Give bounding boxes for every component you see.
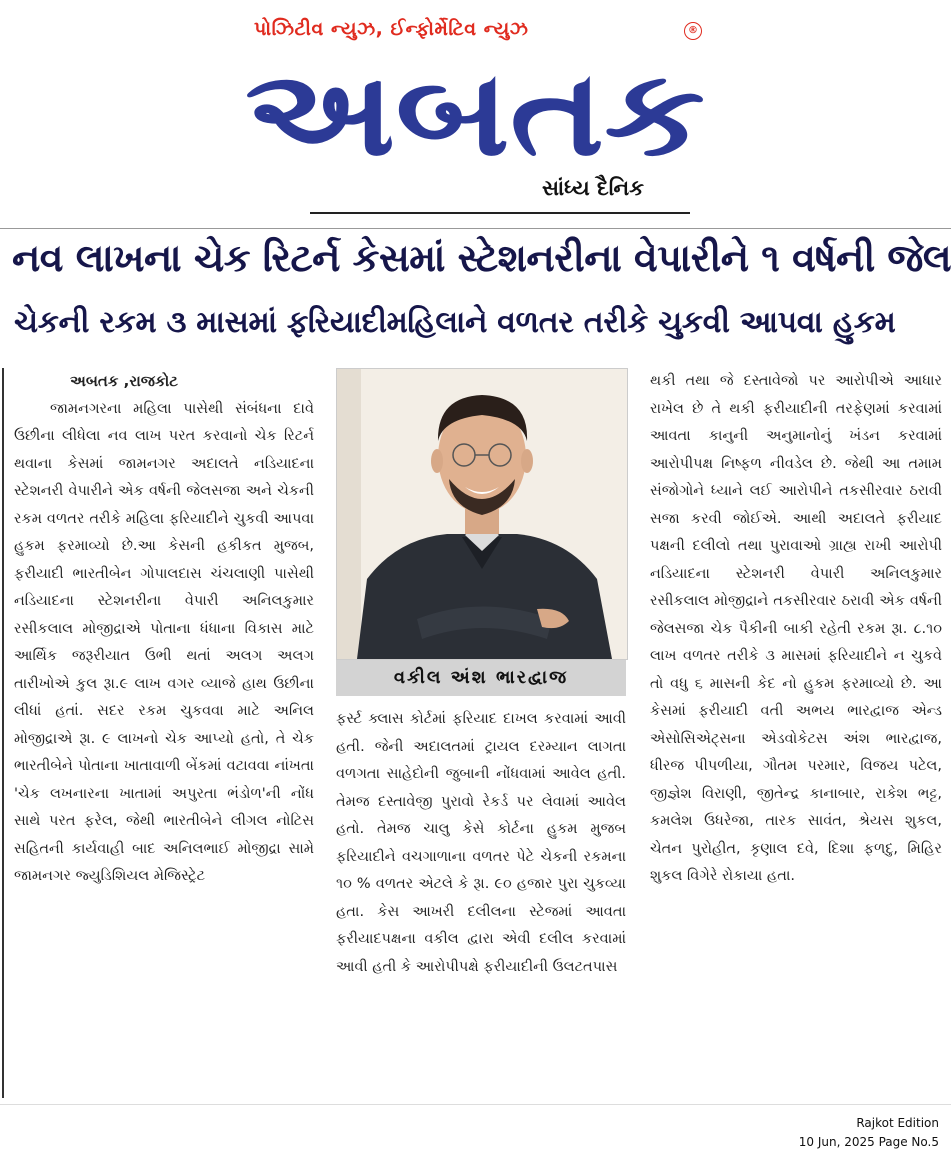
edition-info [799,1114,939,1152]
lawyer-photo [336,368,628,660]
article-headline: નવ લાખના ચેક રિટર્ન કેસમાં સ્ટેશનરીના વેપારીને ૧ વર્ષની જેલ [12,236,951,280]
article-subheadline: ચેકની રકમ ૩ માસમાં ફરિયાદીમહિલાને વળતર તરીકે ચુકવી આપવા હુકમ [14,305,896,340]
header-divider [0,228,951,229]
masthead-rule [310,212,690,214]
edition-name: Rajkot Edition [856,1116,939,1130]
newspaper-logo [240,42,710,172]
masthead-subtitle: સાંધ્ય દૈનિક [542,176,644,200]
logo-text: અબતક [245,44,705,172]
registered-mark: ® [684,22,702,40]
article-column-3 [650,368,942,891]
column-2-text: ફર્સ્ટ ક્લાસ કોર્ટમાં ફરિયાદ દાખલ કરવામાં આવી હતી. જેની અદાલતમાં ટ્રાયલ દરમ્યાન લાગતા વળગતા સાહેદોની જુબાની નોંધવામાં આવેલ હતી. તેમજ દસ્તાવેજી પુરાવો રેકર્ડ પર લેવામાં આવેલ હતો. તેમજ ચાલુ કેસે કોર્ટના હુકમ મુજબ ફરિયાદીને વચગાળાના વળતર પેટે ચેકની રકમના ૧૦ % વળતર એટલે કે રૂા. ૯૦ હજાર પુરા ચુકવ્યા હતા. કેસ આખરી દલીલના સ્ટેજમાં આવતા ફરીયાદપક્ષના વકીલ દ્વારા એવી દલીલ કરવામાં આવી હતી કે આરોપીપક્ષે ફરીયાદીની ઉલટતપાસ [336,711,626,975]
edition-date-page: 10 Jun, 2025 Page No.5 [798,1135,939,1149]
masthead-tagline: પોઝિટીવ ન્યુઝ, ઈન્ફોર્મેટિવ ન્યુઝ [254,18,529,40]
photo-caption: વકીલ અંશ ભારદ્વાજ [336,660,626,696]
masthead [240,14,710,214]
dateline: અબતક ,રાજકોટ [70,372,179,390]
column-1-text: જામનગરના મહિલા પાસેથી સંબંધના દાવે ઉછીના લીધેલા નવ લાખ પરત કરવાનો ચેક રિટર્ન થવાના કેસમાં જામનગર અદાલતે નડિયાદના સ્ટેશનરી વેપારીને એક વર્ષની જેલસજા અને ચેકની રકમ વળતર તરીકે મહિલા ફરિયાદીને ચુકવી આપવા હુકમ ફરમાવ્યો છે.આ કેસની હકીકત મુજબ, ફરીયાદી ભારતીબેન ગોપાલદાસ ચંચલાણી પાસેથી નડિયાદના સ્ટેશનરીના વેપારી અનિલકુમાર રસીકલાલ મોજીદ્રાએ પોતાના ધંધાના વિકાસ માટે આર્થિક જરૂરીયાત ઉભી થતાં અલગ અલગ તારીખોએ કુલ રૂા.૯ લાખ વગર વ્યાજે હાથ ઉછીના લીધાં હતાં. સદર રકમ ચુકવવા માટે અનિલ મોજીદ્રાએ રૂા. ૯ લાખનો ચેક આપ્યો હતો, તે ચેક ભારતીબેને પોતાના ખાતાવાળી બેંકમાં વટાવવા નાંખતા 'ચેક લખનારના ખાતામાં અપુરતા ભંડોળ'ની નોંધ સાથે પરત ફરેલ, જેથી ભારતીબેને લીગલ નોટિસ સહિતની કાર્યવાહી બાદ અનિલભાઈ મોજીદ્રા સામે જામનગર જ્યુડિશિયલ મેજિસ્ટ્રેટ [14,400,314,884]
article-column-2 [336,706,626,981]
portrait-illustration [337,369,627,659]
column-3-text: થકી તથા જે દસ્તાવેજો પર આરોપીએ આધાર રાખેલ છે તે થકી ફરીયાદીની તરફેણમાં કરવામાં આવતા કાનુની અનુમાનોનું ખંડન કરવામાં આરોપીપક્ષ નિષ્ફળ નીવડેલ છે. જેથી આ તમામ સંજોગોને ધ્યાને લઈ આરોપીને તકસીરવાર ઠરાવી સજા કરવી જોઈએ. આથી અદાલતે ફરીયાદ પક્ષની દલીલો તથા પુરાવાઓ ગ્રાહ્ય રાખી આરોપી નડિયાદના સ્ટેશનરી વેપારી અનિલકુમાર રસીકલાલ મોજીદ્રાને તકસીરવાર ઠરાવી એક વર્ષની જેલસજા ચેક પૈકીની બાકી રહેતી રકમ રૂા. ૮.૧૦ લાખ વળતર તરીકે ૩ માસમાં ફરિયાદીને ન ચુકવે તો વધુ ૬ માસની કેદ નો હુકમ ફરમાવ્યો છે. આ કેસમાં ફરીયાદી વતી અભય ભારદ્વાજ એન્ડ એસોસિએટ્સના એડવોકેટસ અંશ ભારદ્વાજ, ધીરજ પીપળીયા, ગૌતમ પરમાર, વિજય પટેલ, જીજ્ઞેશ વિરાણી, જીતેન્દ્ર કાનાબાર, રાકેશ ભટ્ટ, કમલેશ ઉધરેજા, તારક સાવંત, શ્રેયસ શુકલ, ચેતન પુરોહીત, કૃણાલ દવે, દિશા ફળદુ, મિહિર શુકલ વિગેરે રોકાયા હતા. [650,373,942,884]
article-column-1 [14,368,314,891]
footer-divider [0,1104,951,1105]
left-border [2,368,4,1098]
